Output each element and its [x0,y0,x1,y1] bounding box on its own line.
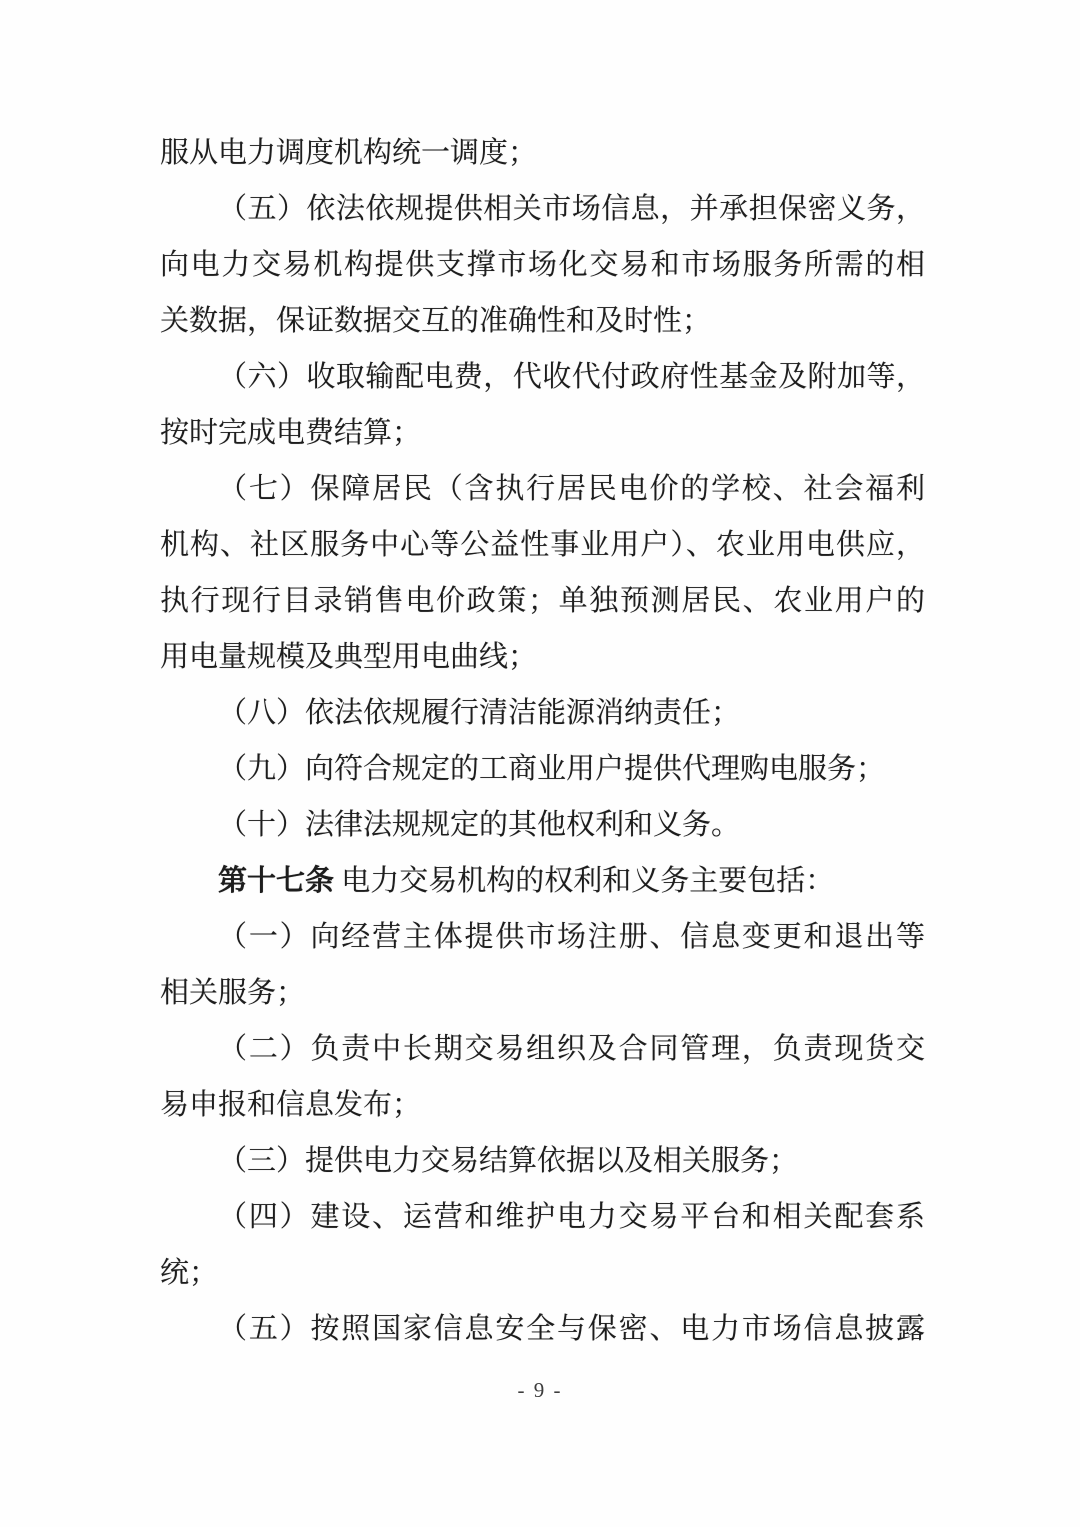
text-line [160,685,925,741]
text-run: 相关服务； [160,977,306,1009]
text-line [160,1189,925,1245]
text-line [160,741,925,797]
text-line [160,181,925,237]
text-line [160,965,925,1021]
text-run: 机构、社区服务中心等公益性事业用户）、农业用电供应， [160,529,925,561]
text-line [160,1245,925,1301]
text-run: 按时完成电费结算； [160,417,422,449]
document-body [160,125,925,1357]
text-run: （一）向经营主体提供市场注册、信息变更和退出等 [218,921,925,953]
text-run: 服从电力调度机构统一调度； [160,137,538,169]
text-line [160,1301,925,1357]
text-run: （三）提供电力交易结算依据以及相关服务； [218,1145,799,1177]
text-run: （六）收取输配电费，代收代付政府性基金及附加等， [218,361,925,393]
text-line [160,629,925,685]
text-line [160,461,925,517]
text-line [160,237,925,293]
text-line [160,349,925,405]
text-run: 执行现行目录销售电价政策；单独预测居民、农业用户的 [160,585,925,617]
text-run: （五）按照国家信息安全与保密、电力市场信息披露 [218,1313,925,1345]
text-run: 易申报和信息发布； [160,1089,422,1121]
text-run: （四）建设、运营和维护电力交易平台和相关配套系 [218,1201,925,1233]
page-number: - 9 - [517,1378,563,1402]
text-line [160,405,925,461]
text-run: 电力交易机构的权利和义务主要包括： [334,865,835,897]
text-run: 统； [160,1257,219,1289]
text-run: （七）保障居民（含执行居民电价的学校、社会福利 [218,473,925,505]
text-run: 关数据，保证数据交互的准确性和及时性； [160,305,712,337]
text-run: （九）向符合规定的工商业用户提供代理购电服务； [218,753,886,785]
text-line [160,853,925,909]
text-line [160,293,925,349]
text-run: （二）负责中长期交易组织及合同管理，负责现货交 [218,1033,925,1065]
text-line [160,125,925,181]
text-run: 用电量规模及典型用电曲线； [160,641,538,673]
text-line [160,1077,925,1133]
text-line [160,517,925,573]
text-run: （十）法律法规规定的其他权利和义务。 [218,809,741,841]
text-line [160,1021,925,1077]
text-line [160,1133,925,1189]
text-line [160,909,925,965]
text-run: （五）依法依规提供相关市场信息，并承担保密义务， [218,193,925,225]
text-run: （八）依法依规履行清洁能源消纳责任； [218,697,741,729]
text-run: 向电力交易机构提供支撑市场化交易和市场服务所需的相 [160,249,925,281]
article-number: 第十七条 [218,865,335,897]
text-line [160,797,925,853]
text-line [160,573,925,629]
